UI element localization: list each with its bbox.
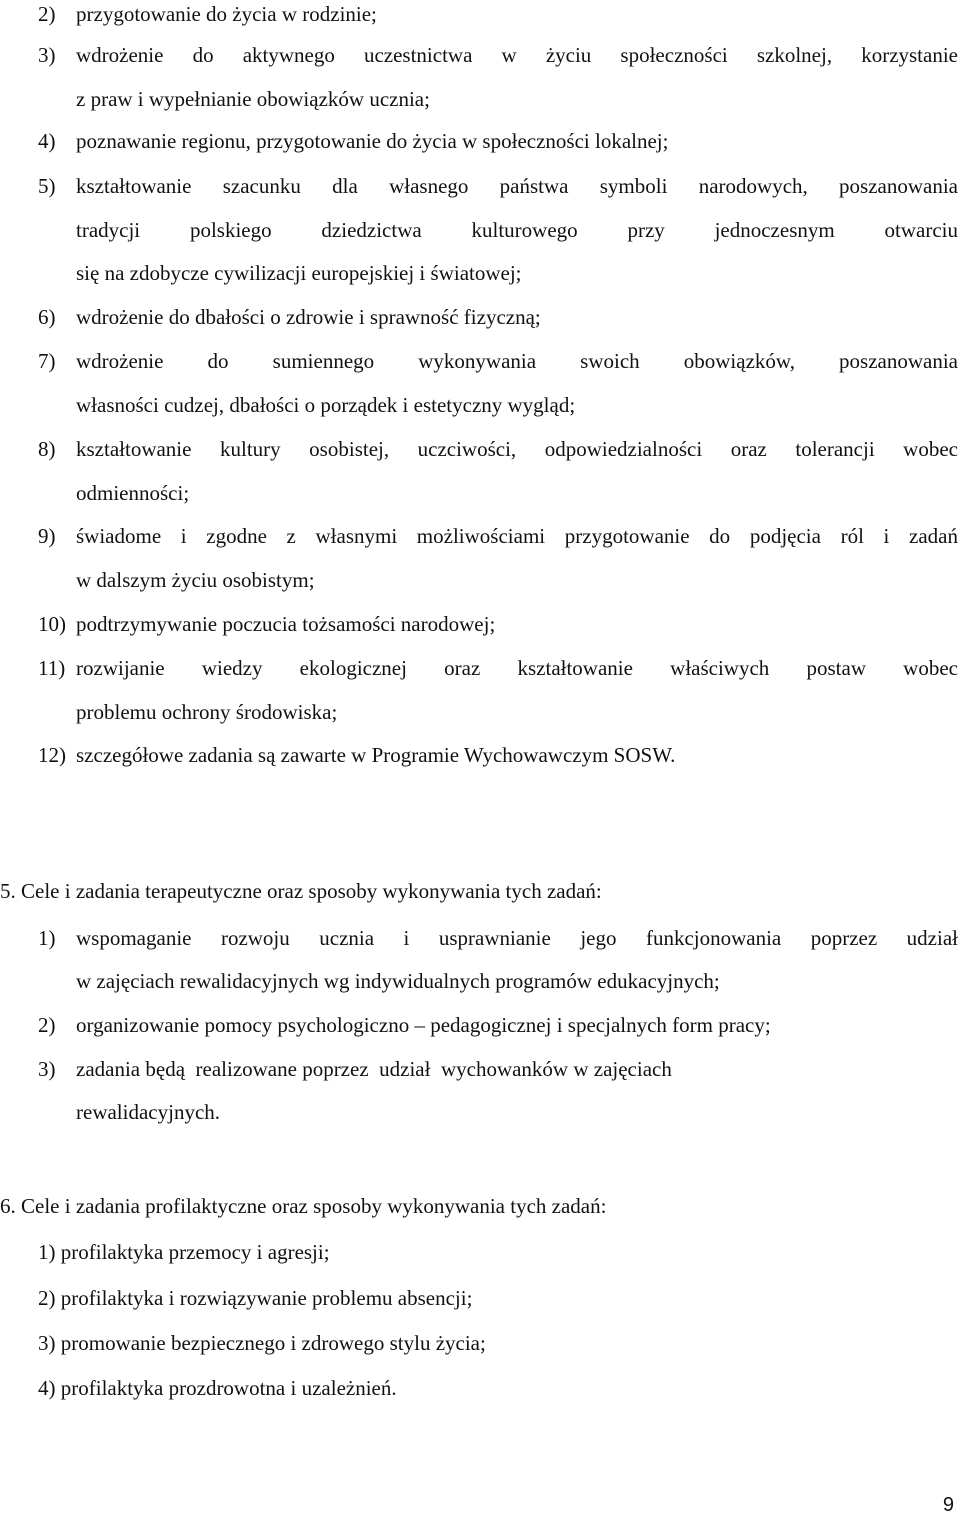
list-item-text: przygotowanie do życia w rodzinie; [76,2,377,26]
list-item-text: tradycji polskiego dziedzictwa kulturowego przy jednoczesnym otwarciu [76,218,958,242]
list-item-text: w dalszym życiu osobistym; [76,568,315,592]
list-item-number: 3) [38,43,56,67]
list-item-text: zadania będą realizowane poprzez udział wychowanków w zajęciach [76,1057,672,1081]
list-item-text: kształtowanie szacunku dla własnego państwa symboli narodowych, poszanowania [76,174,958,198]
list-item-text: z praw i wypełnianie obowiązków ucznia; [76,87,430,111]
list-item-text: odmienności; [76,481,190,505]
list-item-number: 2) [38,2,56,26]
list-item-text: rozwijanie wiedzy ekologicznej oraz kształtowanie właściwych postaw wobec [76,656,958,680]
list-item-number: 6) [38,305,56,329]
list-item-text: szczegółowe zadania są zawarte w Programie Wychowawczym SOSW. [76,743,676,767]
list-item-number: 7) [38,349,56,373]
list-item: 3) promowanie bezpiecznego i zdrowego stylu życia; [38,1331,486,1355]
list-item-text: własności cudzej, dbałości o porządek i estetyczny wygląd; [76,393,576,417]
list-item-number: 12) [38,743,66,767]
list-item-text: wdrożenie do aktywnego uczestnictwa w życiu społeczności szkolnej, korzystanie [76,43,958,67]
list-item-number: 4) [38,129,56,153]
list-item-number: 3) [38,1057,56,1081]
list-item-text: świadome i zgodne z własnymi możliwościami przygotowanie do podjęcia ról i zadań [76,524,958,548]
list-item-text: kształtowanie kultury osobistej, uczciwości, odpowiedzialności oraz tolerancji wobec [76,437,958,461]
list-item-text: się na zdobycze cywilizacji europejskiej i światowej; [76,261,522,285]
list-item-number: 2) [38,1013,56,1037]
list-item-text: podtrzymywanie poczucia tożsamości narodowej; [76,612,496,636]
section-heading: 5. Cele i zadania terapeutyczne oraz sposoby wykonywania tych zadań: [0,879,602,903]
section-heading: 6. Cele i zadania profilaktyczne oraz sposoby wykonywania tych zadań: [0,1194,607,1218]
list-item-text: organizowanie pomocy psychologiczno – pedagogicznej i specjalnych form pracy; [76,1013,771,1037]
list-item-text: problemu ochrony środowiska; [76,700,338,724]
list-item-number: 10) [38,612,66,636]
list-item: 1) profilaktyka przemocy i agresji; [38,1240,330,1264]
page-number: 9 [942,1494,954,1516]
list-item-number: 1) [38,926,56,950]
list-item: 2) profilaktyka i rozwiązywanie problemu absencji; [38,1286,473,1310]
list-item-number: 8) [38,437,56,461]
list-item-text: wdrożenie do sumiennego wykonywania swoich obowiązków, poszanowania [76,349,958,373]
list-item-text: rewalidacyjnych. [76,1100,221,1124]
list-item-text: wspomaganie rozwoju ucznia i usprawnianie jego funkcjonowania poprzez udział [76,926,958,950]
list-item: 4) profilaktyka prozdrowotna i uzależnień. [38,1376,397,1400]
list-item-text: w zajęciach rewalidacyjnych wg indywidualnych programów edukacyjnych; [76,969,720,993]
list-item-number: 11) [38,656,66,680]
list-item-text: wdrożenie do dbałości o zdrowie i sprawność fizyczną; [76,305,541,329]
list-item-number: 9) [38,524,56,548]
list-item-text: poznawanie regionu, przygotowanie do życia w społeczności lokalnej; [76,129,669,153]
list-item-number: 5) [38,174,56,198]
